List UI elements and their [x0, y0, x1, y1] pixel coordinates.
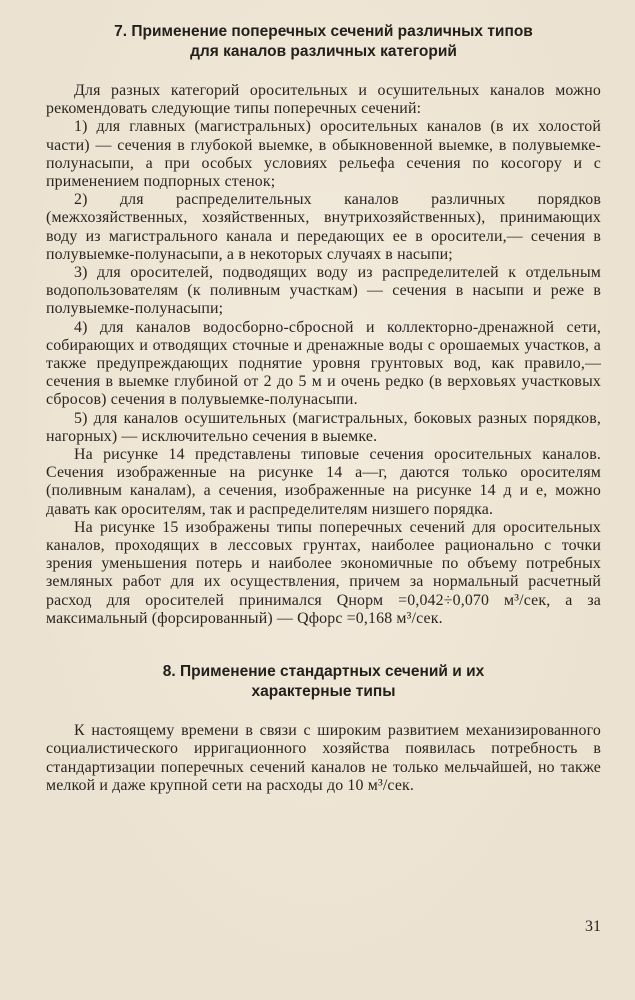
paragraph: К настоящему времени в связи с широким развитием механизированного социалистического ирригационного хозяйства появилась потребность в стандартизации поперечных сечений каналов не только мельчайшей, но также мелкой и даже крупной сети на расходы до 10 м³/сек. — [46, 722, 601, 794]
paragraph: Для разных категорий оросительных и осушительных каналов можно рекомендовать следующие типы поперечных сечений: — [46, 82, 601, 118]
paragraph: 4) для каналов водосборно-сбросной и коллекторно-дренажной сети, собирающих и отводящих сточные и дренажные воды с орошаемых участков, а также предупреждающих поднятие уровня грунтовых вод, как правило,— сечения в выемке глубиной от 2 до 5 м и очень редко (в верховьях участковых сбросов) сечения в полувыемке-полунасыпи. — [46, 318, 601, 409]
paragraph: На рисунке 15 изображены типы поперечных сечений для оросительных каналов, проходящих в лессовых грунтах, наиболее рационально с точки зрения уменьшения потерь и наиболее экономичные по объему потребных земляных работ для их осуществления, причем за нормальный расчетный расход для оросителей принимался Qнорм =0,042÷0,070 м³/сек, а за максимальный (форсированный) — Qфорс =0,168 м³/сек. — [46, 518, 601, 627]
paragraph: 2) для распределительных каналов различных порядков (межхозяйственных, хозяйственных, внутрихозяйственных), принимающих воду из магистрального канала и передающих ее в оросители,— сечения в полувыемке-полунасыпи, а в некоторых случаях в насыпи; — [46, 191, 601, 263]
section-7-title-line-1: 7. Применение поперечных сечений различных типов — [114, 23, 533, 40]
section-8-title — [46, 662, 601, 702]
paragraph: 5) для каналов осушительных (магистральных, боковых разных порядков, нагорных) — исключительно сечения в выемке. — [46, 409, 601, 445]
paragraph: 3) для оросителей, подводящих воду из распределителей к отдельным водопользователям (к поливным участкам) — сечения в насыпи и реже в полувыемке-полунасыпи; — [46, 264, 601, 318]
page-number: 31 — [585, 918, 601, 935]
paragraph: 1) для главных (магистральных) оросительных каналов (в их холостой части) — сечения в глубокой выемке, в обыкновенной выемке, в полувыемке-полунасыпи, а при особых условиях рельефа сечения по косогору и с применением подпорных стенок; — [46, 118, 601, 191]
section-7-title — [46, 22, 601, 62]
section-8-title-line-1: 8. Применение стандартных сечений и их — [162, 663, 485, 681]
section-7-body — [46, 82, 601, 628]
section-8-title-line-2: характерные типы — [251, 683, 396, 701]
section-8-body — [46, 722, 601, 795]
paragraph: На рисунке 14 представлены типовые сечения оросительных каналов. Сечения изображенные на рисунке 14 а—г, даются только оросителям (поливным каналам), а сечения, изображенные на рисунке 14 д и е, можно давать как оросителям, так и распределителям низшего порядка. — [46, 446, 601, 518]
section-7-title-line-2: для каналов различных категорий — [190, 43, 457, 60]
